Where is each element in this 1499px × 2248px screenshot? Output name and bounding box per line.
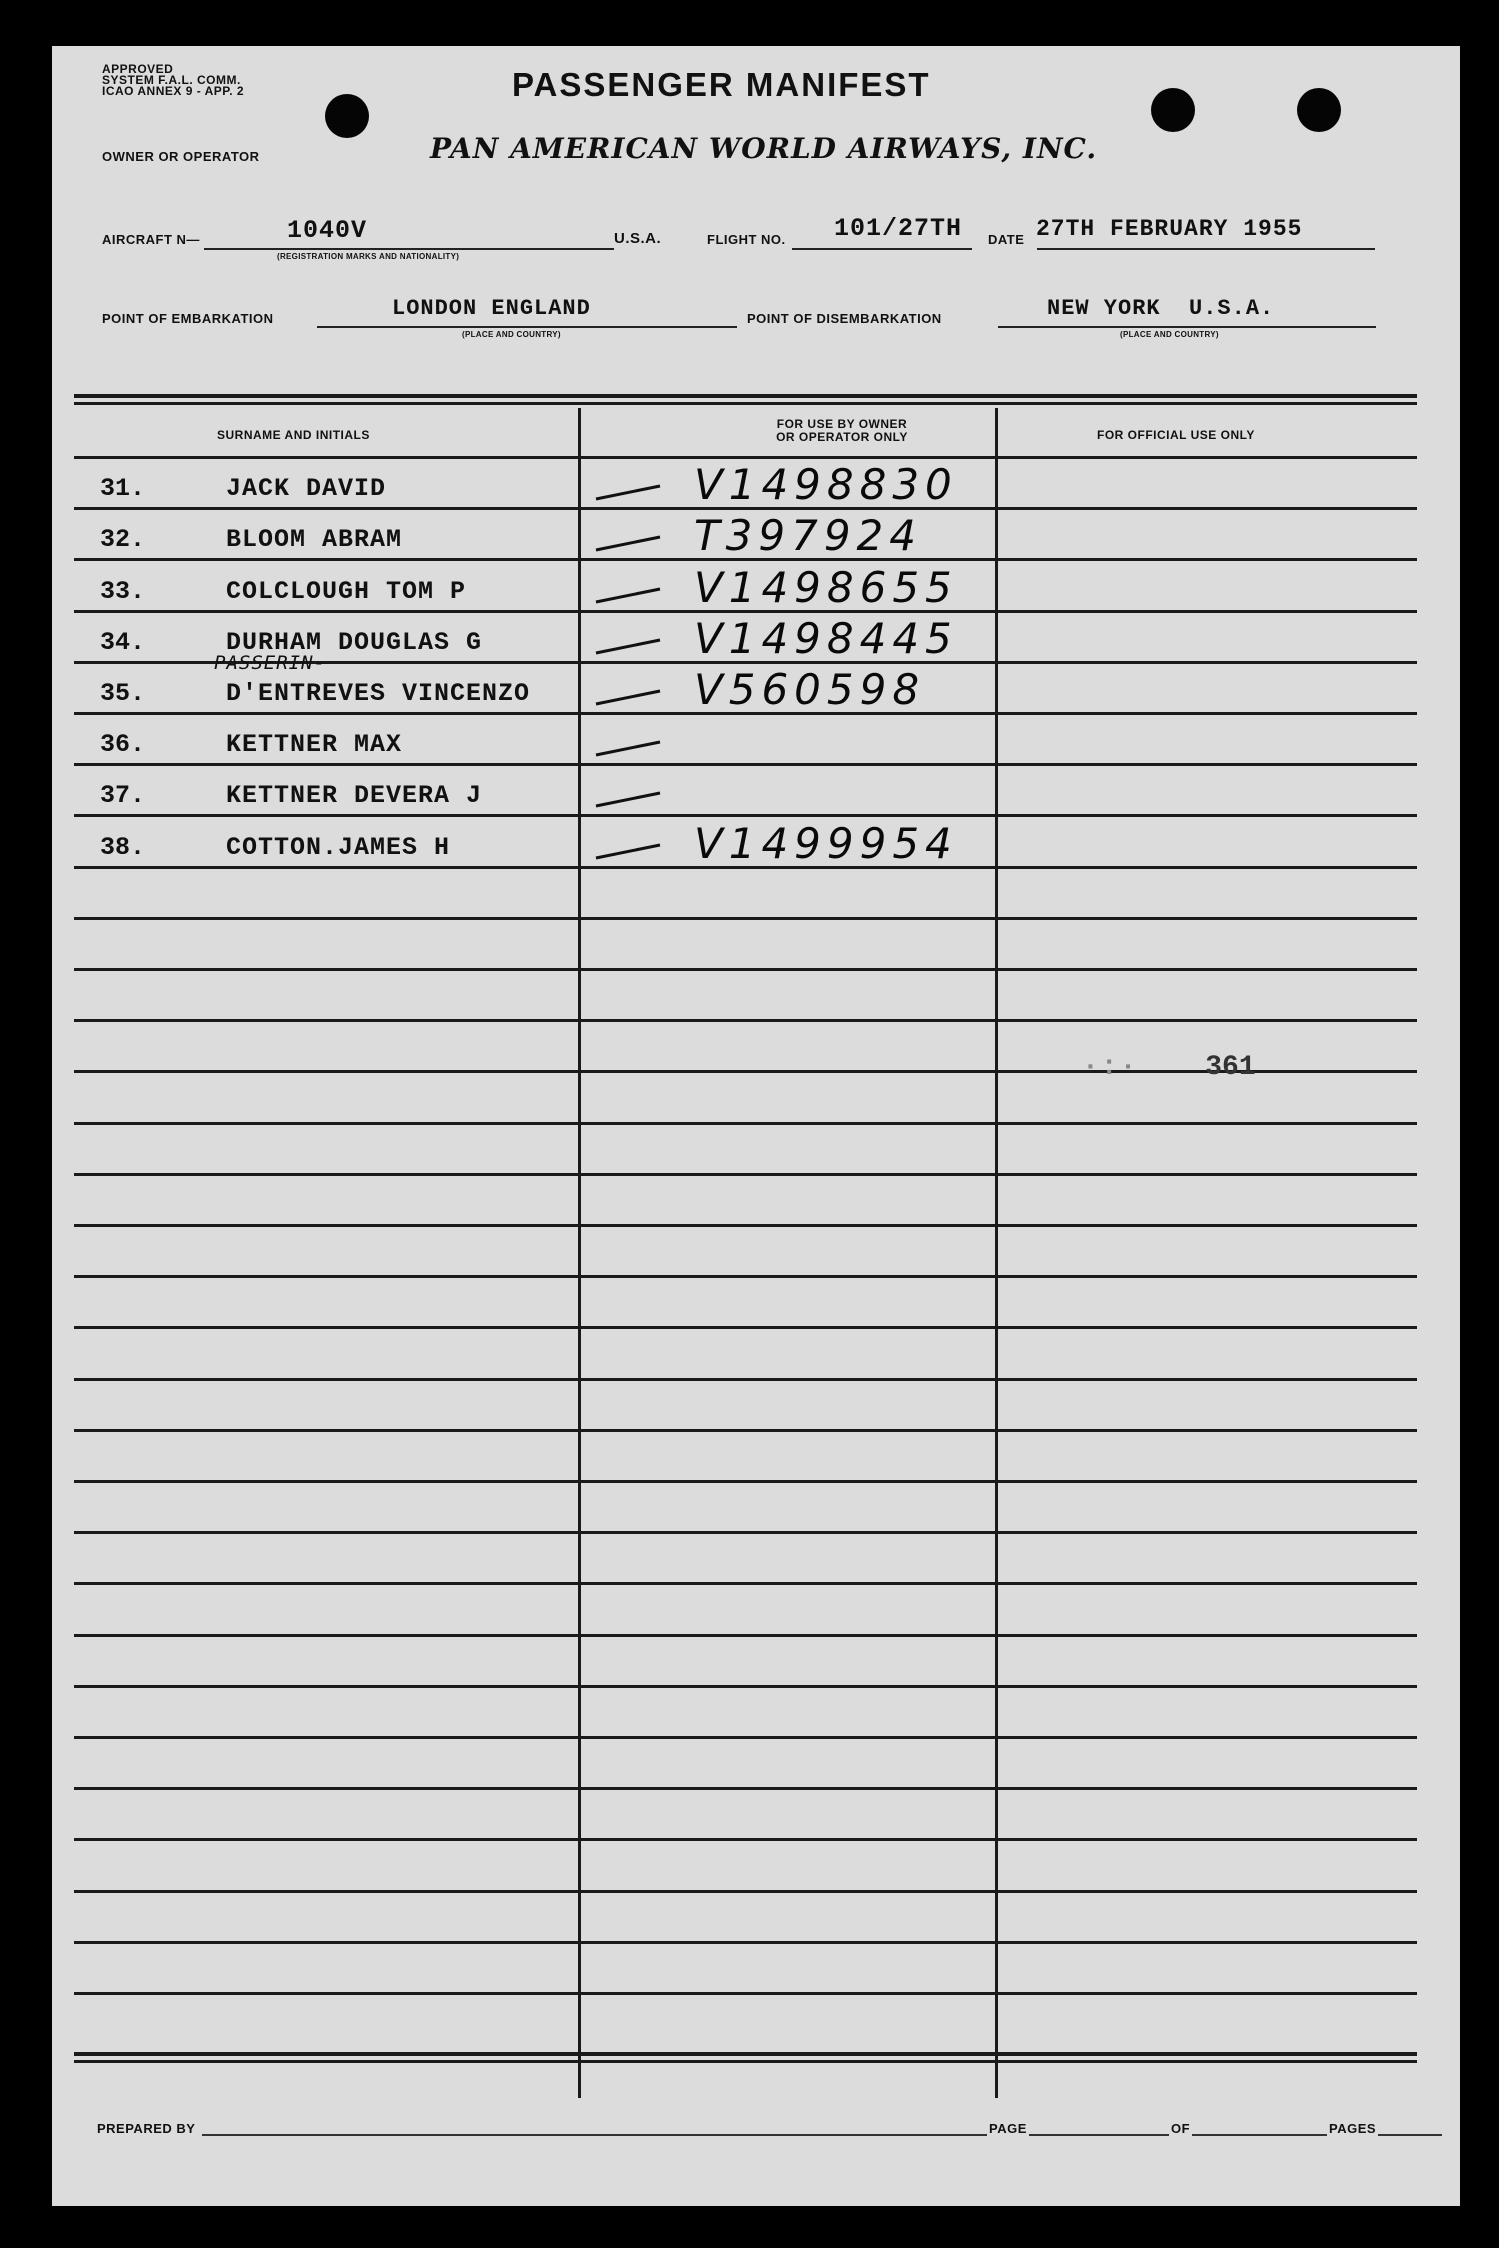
owner-use-header [692, 418, 992, 444]
passenger-name-note: PASSERIN- [214, 652, 326, 674]
table-bottom-rule [74, 2052, 1417, 2056]
ruled-line [74, 1480, 1417, 1483]
row-number: 38. [100, 833, 146, 862]
ruled-line [74, 1787, 1417, 1790]
flight-label: FLIGHT NO. [707, 232, 786, 247]
ruled-line [74, 1992, 1417, 1995]
ruled-line [74, 1582, 1417, 1585]
table-row [74, 762, 1417, 814]
aircraft-value: 1040V [287, 216, 368, 245]
table-row [74, 506, 1417, 558]
check-mark-icon [594, 637, 664, 655]
ruled-line [74, 1378, 1417, 1381]
table-top-rule [74, 394, 1417, 398]
table-row [74, 652, 1417, 714]
ruled-line [74, 1224, 1417, 1227]
disembarkation-value: NEW YORK U.S.A. [1047, 296, 1275, 321]
check-mark-icon [594, 534, 664, 552]
approval-line: ICAO ANNEX 9 - APP. 2 [102, 84, 245, 98]
passenger-name: COLCLOUGH TOM P [226, 577, 467, 606]
embarkation-sublabel: (PLACE AND COUNTRY) [462, 330, 561, 339]
check-mark-icon [594, 739, 664, 757]
ruled-line [74, 1685, 1417, 1688]
check-mark-icon [594, 586, 664, 604]
flight-value: 101/27TH [834, 214, 963, 243]
date-underline [1037, 248, 1375, 250]
row-number: 37. [100, 781, 146, 810]
prepared-by-label: PREPARED BY [97, 2121, 196, 2136]
faded-mark: ·:· [1082, 1052, 1139, 1083]
ticket-number: V560598 [694, 665, 926, 714]
official-use-header: FOR OFFICIAL USE ONLY [1097, 428, 1255, 442]
passenger-name: DURHAM DOUGLAS G [226, 628, 483, 657]
passenger-name: COTTON.JAMES H [226, 833, 451, 862]
country-label: U.S.A. [614, 230, 662, 247]
footer-underline [202, 2134, 1442, 2136]
page-title: PASSENGER MANIFEST [512, 66, 931, 103]
ruled-line [74, 1890, 1417, 1893]
passenger-name: KETTNER DEVERA J [226, 781, 483, 810]
official-mark [1082, 1052, 1256, 1083]
table-row [74, 455, 1417, 507]
row-number: 31. [100, 474, 146, 503]
row-number: 36. [100, 730, 146, 759]
aircraft-underline [204, 248, 614, 250]
embarkation-underline [317, 326, 737, 328]
ruled-line [74, 1326, 1417, 1329]
ticket-number: V1498655 [694, 563, 958, 612]
punch-hole [1151, 88, 1195, 132]
passenger-name: KETTNER MAX [226, 730, 403, 759]
ruled-line [74, 1838, 1417, 1841]
ruled-line [74, 1019, 1417, 1022]
official-mark-number: 361 [1205, 1052, 1256, 1083]
row-number: 33. [100, 577, 146, 606]
table-row [74, 711, 1417, 763]
aircraft-sublabel: (REGISTRATION MARKS AND NATIONALITY) [277, 252, 460, 261]
table-top-rule [74, 402, 1417, 405]
disembarkation-underline [998, 326, 1376, 328]
row-number: 32. [100, 525, 146, 554]
check-mark-icon [594, 790, 664, 808]
pages-label: PAGES [1329, 2121, 1377, 2136]
manifest-sheet [52, 46, 1460, 2206]
ruled-line [74, 1122, 1417, 1125]
table-row [74, 558, 1417, 610]
date-label: DATE [988, 232, 1025, 247]
date-value: 27TH FEBRUARY 1955 [1036, 216, 1303, 242]
disembarkation-label: POINT OF DISEMBARKATION [747, 311, 942, 326]
approval-line: SYSTEM F.A.L. COMM. [102, 73, 241, 87]
embarkation-label: POINT OF EMBARKATION [102, 311, 274, 326]
ticket-number: V1498830 [694, 460, 958, 509]
punch-hole [325, 94, 369, 138]
check-mark-icon [594, 688, 664, 706]
owner-label: OWNER OR OPERATOR [102, 149, 260, 164]
ruled-line [74, 1173, 1417, 1176]
row-number: 35. [100, 679, 146, 708]
ticket-number: V1498445 [694, 614, 958, 663]
embarkation-value: LONDON ENGLAND [392, 296, 591, 321]
airline-name: PAN AMERICAN WORLD AIRWAYS, INC. [430, 132, 1098, 165]
ruled-line [74, 1275, 1417, 1278]
row-number: 34. [100, 628, 146, 657]
approval-stamp [102, 64, 244, 97]
passenger-name: BLOOM ABRAM [226, 525, 403, 554]
of-label: OF [1171, 2121, 1191, 2136]
ruled-line [74, 917, 1417, 920]
owner-use-header-line: FOR USE BY OWNER [776, 417, 908, 431]
ruled-line [74, 1429, 1417, 1432]
ticket-number: V1499954 [694, 819, 958, 868]
disembarkation-sublabel: (PLACE AND COUNTRY) [1120, 330, 1219, 339]
punch-hole [1297, 88, 1341, 132]
ruled-line [74, 1531, 1417, 1534]
ruled-line [74, 1634, 1417, 1637]
ticket-number: T397924 [694, 511, 922, 560]
surname-header: SURNAME AND INITIALS [217, 428, 370, 442]
flight-underline [792, 248, 972, 250]
ruled-line [74, 968, 1417, 971]
aircraft-label: AIRCRAFT N— [102, 232, 200, 247]
check-mark-icon [594, 483, 664, 501]
ruled-line [74, 1941, 1417, 1944]
owner-use-header-line: OR OPERATOR ONLY [776, 430, 908, 444]
passenger-name: JACK DAVID [226, 474, 387, 503]
table-bottom-rule [74, 2060, 1417, 2063]
page-label: PAGE [989, 2121, 1027, 2136]
approval-line: APPROVED [102, 62, 174, 76]
check-mark-icon [594, 842, 664, 860]
table-row [74, 814, 1417, 866]
passenger-name: D'ENTREVES VINCENZO [226, 679, 531, 708]
ruled-line [74, 1736, 1417, 1739]
